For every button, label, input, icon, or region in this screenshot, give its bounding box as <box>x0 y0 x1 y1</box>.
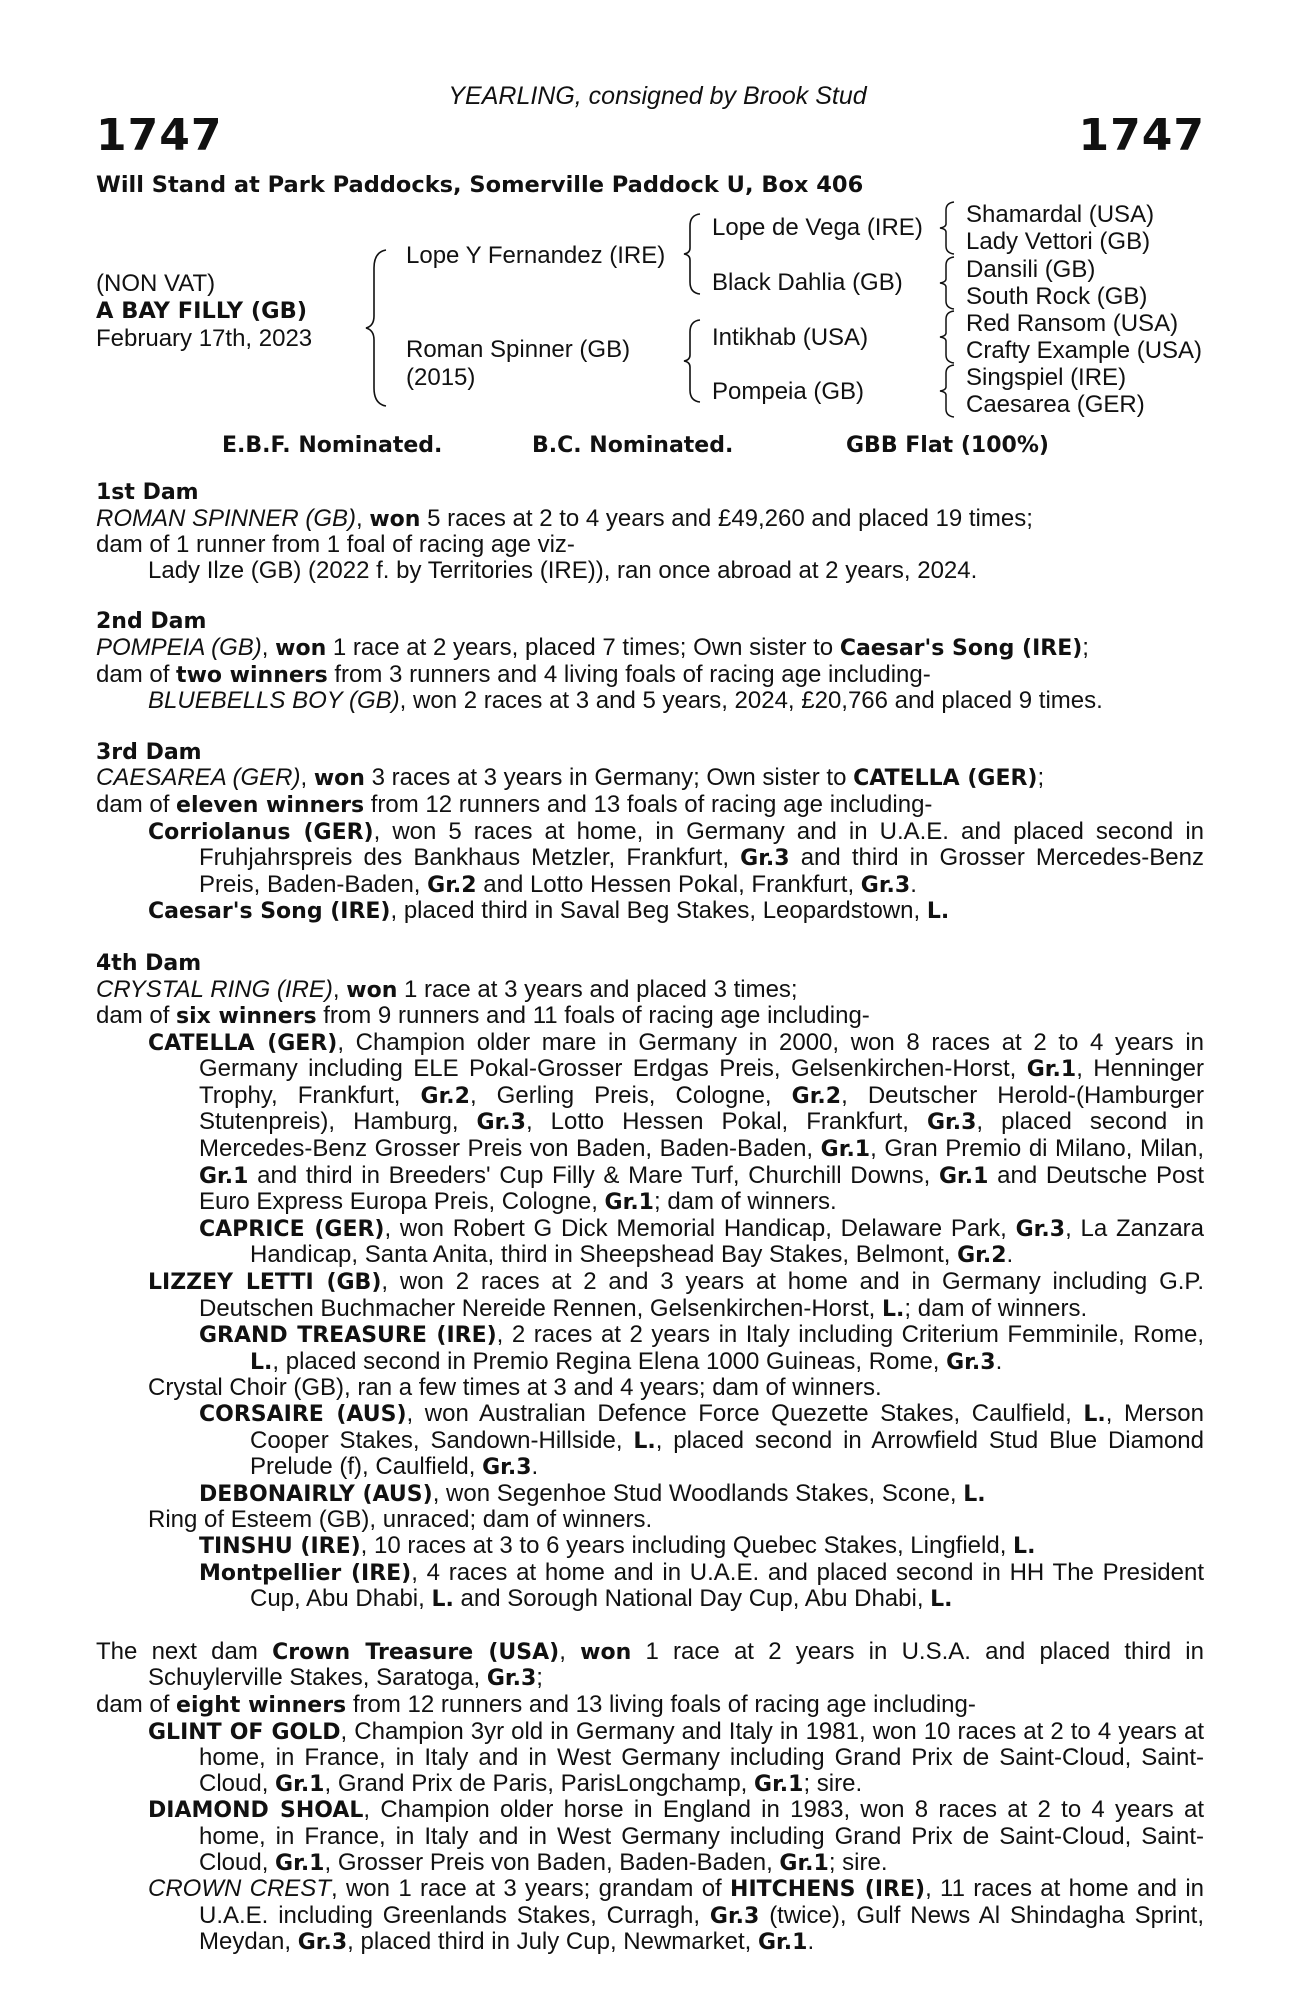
dam-year: (2015) <box>406 364 476 391</box>
ds-sire: Red Ransom (USA) <box>966 310 1179 337</box>
ss-brace <box>936 200 958 256</box>
text: 5 races at 2 to 4 years and £49,260 and placed 19 times; <box>420 504 1033 532</box>
first-dam-record <box>96 506 1204 533</box>
horse-name-bold: GRAND TREASURE (IRE) <box>199 1323 497 1349</box>
ss-dam: Lady Vettori (GB) <box>966 228 1151 255</box>
horse-name-bold: TINSHU (IRE) <box>199 1533 361 1559</box>
produce-entry <box>96 1533 1204 1560</box>
dam-sire: Intikhab (USA) <box>712 324 869 351</box>
text: , Champion 3yr old in Germany and Italy in 1981, won 10 races at 2 to 4 years at home, in France, in Italy and in West Germany including Grand Prix de Saint-Cloud, Saint-Cloud, <box>199 1717 1204 1797</box>
lot-number-left: 1747 <box>96 110 223 161</box>
text: 3 races at 3 years in Germany; Own sister to <box>364 764 854 792</box>
listed-text: L. <box>1083 1402 1106 1427</box>
text: (twice), Gulf News Al Shindagha Sprint, Meydan, <box>199 1901 1204 1956</box>
grade-text: Gr.1 <box>820 1137 871 1163</box>
produce-entry <box>96 1560 1204 1613</box>
text: ; dam of winners. <box>653 1188 837 1216</box>
text: , Gran Premio di Milano, Milan, <box>870 1135 1205 1163</box>
lot-number-right: 1747 <box>1078 110 1205 161</box>
text: , Gerling Preis, Cologne, <box>469 1081 792 1109</box>
text: , Grand Prix de Paris, ParisLongchamp, <box>324 1769 755 1797</box>
grade-text: Gr.2 <box>420 1083 470 1109</box>
text: from 9 runners and 11 foals of racing age including- <box>316 1002 870 1030</box>
text: , won 2 races at 3 and 5 years, 2024, £20,766 and placed 9 times. <box>399 687 1103 715</box>
grade-text: Gr.2 <box>957 1243 1007 1269</box>
text: , Merson Cooper Stakes, Sandown-Hillside, <box>250 1400 1205 1454</box>
text: 1 race at 3 years and placed 3 times; <box>397 975 798 1003</box>
sd-sire: Dansili (GB) <box>966 256 1096 283</box>
listed-text: L. <box>882 1296 905 1322</box>
listed-text: L. <box>250 1349 273 1375</box>
produce-entry <box>96 1401 1204 1481</box>
third-dam-heading: 3rd Dam <box>96 739 202 765</box>
horse-name-bold: LIZZEY LETTI (GB) <box>148 1270 382 1296</box>
winners-count: six winners <box>176 1004 317 1030</box>
ds-brace <box>936 309 958 365</box>
grade-text: Gr.1 <box>754 1771 804 1797</box>
won-text: won <box>369 506 421 532</box>
section-next-dam <box>96 1639 1204 1956</box>
sd-brace <box>936 255 958 311</box>
winners-count: eleven winners <box>176 792 365 818</box>
listed-text: L. <box>963 1481 986 1507</box>
horse-name-bold: DIAMOND SHOAL <box>148 1798 364 1824</box>
grade-text: Gr.1 <box>939 1163 989 1189</box>
dam-brace <box>680 318 706 404</box>
grade-text: Gr.1 <box>604 1190 654 1216</box>
section-first-dam <box>96 480 1204 583</box>
second-dam-heading: 2nd Dam <box>96 609 207 635</box>
text: and Lotto Hessen Pokal, Frankfurt, <box>476 870 861 898</box>
text: dam of <box>96 1002 177 1030</box>
text: and third in Breeders' Cup Filly & Mare Turf, Churchill Downs, <box>248 1161 939 1189</box>
text: and Deutsche Post Euro Express Europa Preis, Cologne, <box>199 1161 1204 1216</box>
text: dam of <box>96 660 177 688</box>
text: , won Robert G Dick Memorial Handicap, Delaware Park, <box>384 1214 1016 1242</box>
text: from 12 runners and 13 living foals of racing age including- <box>346 1690 976 1718</box>
sire-dam: Black Dahlia (GB) <box>712 269 903 296</box>
horse-name-bold: Crown Treasure (USA) <box>272 1639 560 1665</box>
ds-dam: Crafty Example (USA) <box>966 337 1203 364</box>
horse-name-bold: Corriolanus (GER) <box>148 819 374 845</box>
text: , <box>559 1637 581 1665</box>
text: , placed second in Premio Regina Elena 1000 Guineas, Rome, <box>272 1347 947 1375</box>
horse-name-bold: Caesar's Song (IRE) <box>839 635 1083 661</box>
text: . <box>531 1453 539 1481</box>
grade-text: Gr.3 <box>860 872 911 898</box>
text: , <box>261 633 276 661</box>
text: ; sire. <box>828 1848 888 1876</box>
horse-name-italic: BLUEBELLS BOY (GB) <box>148 687 400 715</box>
text: , <box>356 504 370 532</box>
section-fourth-dam <box>96 951 1204 1613</box>
text: , 10 races at 3 to 6 years including Quebec Stakes, Lingfield, <box>360 1531 1014 1559</box>
text: from 12 runners and 13 foals of racing age including- <box>364 790 933 818</box>
winners-count: two winners <box>176 662 328 688</box>
grade-text: Gr.3 <box>476 1110 526 1136</box>
bc-nomination: B.C. Nominated. <box>532 433 734 458</box>
grade-text: Gr.1 <box>779 1850 829 1876</box>
winners-count: eight winners <box>176 1692 347 1718</box>
next-dam-record <box>96 1639 1204 1692</box>
produce-entry <box>96 1030 1204 1216</box>
fourth-dam-record <box>96 977 1204 1004</box>
produce-entry <box>96 1269 1204 1322</box>
ebf-nomination: E.B.F. Nominated. <box>222 433 443 458</box>
grade-text: Gr.3 <box>1015 1216 1066 1242</box>
produce-entry: Crystal Choir (GB), ran a few times at 3 and 4 years; dam of winners. <box>148 1374 882 1402</box>
catalogue-body <box>96 480 1204 1956</box>
horse-name-bold: Montpellier (IRE) <box>199 1560 412 1586</box>
foaling-date: February 17th, 2023 <box>96 325 313 352</box>
grade-text: Gr.3 <box>482 1455 532 1481</box>
text: , placed third in Saval Beg Stakes, Leopardstown, <box>390 897 927 925</box>
second-dam-produce <box>96 662 1204 689</box>
grade-text: Gr.2 <box>791 1083 842 1109</box>
horse-name-bold: DEBONAIRLY (AUS) <box>199 1481 433 1507</box>
produce-entry <box>96 688 1204 714</box>
text: , La Zanzara Handicap, Santa Anita, third in Sheepshead Bay Stakes, Belmont, <box>250 1214 1205 1269</box>
grade-text: Gr.3 <box>297 1930 348 1956</box>
text: ; <box>1082 633 1089 661</box>
first-dam-produce: dam of 1 runner from 1 foal of racing age viz- <box>96 531 575 559</box>
horse-name: A BAY FILLY (GB) <box>96 298 308 324</box>
text: , placed second in Arrowfield Stud Blue Diamond Prelude (f), Caulfield, <box>250 1426 1204 1481</box>
fourth-dam-produce <box>96 1003 1204 1030</box>
dd-brace <box>936 363 958 419</box>
listed-text: L. <box>431 1587 454 1613</box>
fourth-dam-heading: 4th Dam <box>96 950 202 976</box>
second-dam-record <box>96 635 1204 662</box>
gbb-status: GBB Flat (100%) <box>846 433 1049 458</box>
text: The next dam <box>96 1637 273 1665</box>
horse-name-bold: CAPRICE (GER) <box>199 1216 385 1242</box>
won-text: won <box>313 766 365 792</box>
grade-text: Gr.1 <box>275 1771 325 1797</box>
produce-entry <box>96 1719 1204 1798</box>
grade-text: Gr.1 <box>275 1850 325 1876</box>
dd-dam: Caesarea (GER) <box>966 391 1145 418</box>
produce-entry <box>96 1876 1204 1956</box>
grade-text: Gr.2 <box>427 872 477 898</box>
first-dam-heading: 1st Dam <box>96 480 199 505</box>
sire-brace <box>680 212 706 296</box>
text: , won 1 race at 3 years; grandam of <box>330 1875 731 1903</box>
fourth-dam-name: CRYSTAL RING (IRE) <box>96 975 333 1003</box>
horse-name-bold: HITCHENS (IRE) <box>730 1877 926 1903</box>
text: , placed third in July Cup, Newmarket, <box>347 1928 758 1956</box>
first-dam-name: ROMAN SPINNER (GB) <box>96 504 357 532</box>
text: , Grosser Preis von Baden, Baden-Baden, <box>324 1848 780 1876</box>
text: and third in Grosser Mercedes-Benz Preis, Baden-Baden, <box>199 844 1204 898</box>
produce-entry <box>96 1322 1204 1375</box>
grade-text: Gr.3 <box>926 1110 977 1136</box>
dam: Roman Spinner (GB) <box>406 336 631 363</box>
stand-location: Will Stand at Park Paddocks, Somerville Paddock U, Box 406 <box>96 172 864 198</box>
grade-text: Gr.3 <box>486 1666 537 1692</box>
text: , won 5 races at home, in Germany and in U.A.E. and placed second in Fruhjahrspreis des Bankhaus Metzler, Frankfurt, <box>199 817 1205 872</box>
text: ; sire. <box>803 1769 863 1797</box>
third-dam-produce <box>96 792 1204 819</box>
text: 1 race at 2 years, placed 7 times; Own sister to <box>326 633 840 661</box>
text: . <box>910 870 917 898</box>
grade-text: Gr.3 <box>946 1349 996 1375</box>
produce-entry <box>96 898 1204 925</box>
vat-status: (NON VAT) <box>96 270 216 297</box>
listed-text: L. <box>926 899 950 925</box>
text: , placed second in Mercedes-Benz Grosser Preis von Baden, Baden-Baden, <box>199 1108 1205 1163</box>
produce-entry <box>96 819 1204 899</box>
horse-name-italic: CROWN CREST <box>148 1875 331 1903</box>
text: ; dam of winners. <box>904 1294 1088 1322</box>
produce-entry <box>96 1481 1204 1508</box>
ss-sire: Shamardal (USA) <box>966 201 1155 228</box>
grade-text: Gr.3 <box>709 1903 760 1929</box>
sire-sire: Lope de Vega (IRE) <box>712 214 923 241</box>
text: , <box>332 975 347 1003</box>
consigned-line: YEARLING, consigned by Brook Stud <box>448 82 867 110</box>
text: , won 2 races at 2 and 3 years at home and in Germany including G.P. Deutschen Buchmacher Nereide Rennen, Gelsenkirchen-Horst, <box>199 1268 1205 1322</box>
text: . <box>807 1928 815 1956</box>
text: ; <box>536 1664 543 1692</box>
produce-entry: Lady Ilze (GB) (2022 f. by Territories (IRE)), ran once abroad at 2 years, 2024. <box>148 556 978 584</box>
third-dam-name: CAESAREA (GER) <box>96 764 301 792</box>
listed-text: L. <box>930 1587 953 1613</box>
produce-entry <box>96 1216 1204 1269</box>
grade-text: Gr.1 <box>199 1163 249 1189</box>
text: 1 race at 2 years in U.S.A. and placed third in Schuylerville Stakes, Saratoga, <box>148 1637 1204 1692</box>
section-third-dam <box>96 740 1204 925</box>
next-dam-produce <box>96 1692 1204 1719</box>
text: , won Australian Defence Force Quezette Stakes, Caulfield, <box>406 1400 1084 1427</box>
text: , Henninger Trophy, Frankfurt, <box>199 1055 1204 1109</box>
listed-text: L. <box>633 1428 656 1454</box>
won-text: won <box>275 635 327 661</box>
text: dam of <box>96 790 177 818</box>
horse-name-bold: Caesar's Song (IRE) <box>148 899 391 925</box>
text: , won Segenhoe Stud Woodlands Stakes, Scone, <box>432 1479 964 1507</box>
text: . <box>995 1347 1003 1375</box>
text: , 4 races at home and in U.A.E. and placed second in HH The President Cup, Abu Dhabi, <box>250 1558 1204 1613</box>
text: , 2 races at 2 years in Italy including Criterium Femminile, Rome, <box>496 1321 1204 1349</box>
text: and Sorough National Day Cup, Abu Dhabi, <box>453 1585 931 1613</box>
section-second-dam <box>96 609 1204 713</box>
text: , Champion older horse in England in 1983, won 8 races at 2 to 4 years at home, in France, in Italy and in West Germany including Grand Prix de Saint-Cloud, Saint-Cloud, <box>199 1796 1204 1876</box>
grade-text: Gr.1 <box>758 1930 808 1956</box>
text: , Deutscher Herold-(Hamburger Stutenpreis), Hamburg, <box>199 1081 1204 1136</box>
sire: Lope Y Fernandez (IRE) <box>406 242 666 269</box>
produce-entry <box>96 1797 1204 1876</box>
horse-name-bold: CORSAIRE (AUS) <box>199 1402 407 1427</box>
grade-text: Gr.1 <box>1026 1057 1077 1083</box>
text: , <box>300 764 314 792</box>
text: . <box>1006 1241 1014 1269</box>
produce-entry: Ring of Esteem (GB), unraced; dam of winners. <box>148 1506 653 1534</box>
won-text: won <box>580 1639 632 1665</box>
third-dam-record <box>96 765 1204 792</box>
horse-name-bold: GLINT OF GOLD <box>148 1719 341 1745</box>
listed-text: L. <box>1013 1533 1036 1559</box>
text: from 3 runners and 4 living foals of racing age including- <box>327 660 931 688</box>
horse-name-bold: CATELLA (GER) <box>148 1030 338 1056</box>
pedigree-brace <box>364 248 392 408</box>
text: , Champion older mare in Germany in 2000, won 8 races at 2 to 4 years in Germany including ELE Pokal-Grosser Erdgas Preis, Gelsenkirchen-Horst, <box>199 1028 1204 1083</box>
dd-sire: Singspiel (IRE) <box>966 364 1127 391</box>
second-dam-name: POMPEIA (GB) <box>96 633 262 661</box>
text: , Lotto Hessen Pokal, Frankfurt, <box>525 1108 927 1136</box>
won-text: won <box>346 977 398 1003</box>
horse-name-bold: CATELLA (GER) <box>853 766 1038 792</box>
sd-dam: South Rock (GB) <box>966 283 1148 310</box>
dam-dam: Pompeia (GB) <box>712 378 865 405</box>
grade-text: Gr.3 <box>740 846 790 872</box>
text: dam of <box>96 1690 177 1718</box>
text: , 11 races at home and in U.A.E. including Greenlands Stakes, Curragh, <box>199 1875 1205 1929</box>
text: ; <box>1037 764 1045 792</box>
